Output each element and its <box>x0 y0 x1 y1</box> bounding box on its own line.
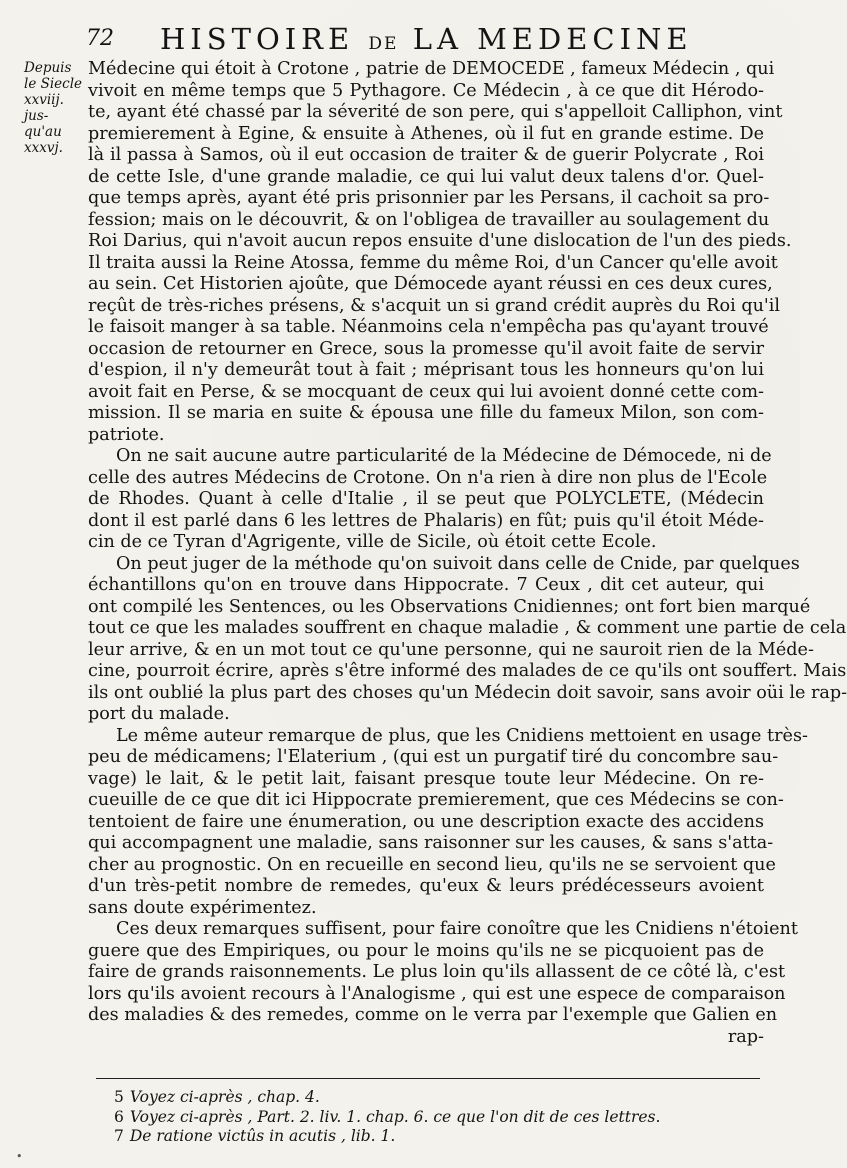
text-line: ils ont oublié la plus part des choses qu'un Médecin doit savoir, sans avoir oüi le rap- <box>88 682 847 703</box>
text-line: qui accompagnent une maladie, sans raisonner sur les causes, & sans s'atta- <box>88 833 774 853</box>
footnote-number: 6 <box>114 1107 124 1126</box>
text-line: de Rhodes. Quant à celle d'Italie , il se peut que POLYCLETE, (Médecin <box>88 489 764 509</box>
text-line: te, ayant été chassé par la séverité de son pere, qui s'appelloit Calliphon, vint <box>88 102 783 122</box>
footnote <box>114 1108 754 1128</box>
footnote-number: 5 <box>114 1088 124 1106</box>
text-line: guere que des Empiriques, ou pour le moins qu'ils ne se picquoient pas de <box>88 940 764 961</box>
margin-note-line: xxxvj. <box>24 140 63 156</box>
text-line: port du malade. <box>88 704 230 724</box>
running-title-part2: LA MEDECINE <box>412 22 693 56</box>
text-line: cueuille de ce que dit ici Hippocrate premierement, que ces Médecins se con- <box>88 790 784 810</box>
text-line: cher au prognostic. On en recueille en second lieu, qu'ils ne se servoient que <box>88 854 776 875</box>
margin-note-line: xxviij. <box>24 92 64 108</box>
text-line: reçût de très-riches présens, & s'acquit un si grand crédit auprès du Roi qu'il <box>88 295 781 316</box>
text-line: patriote. <box>88 424 165 445</box>
text-line: le faisoit manger à sa table. Néanmoins cela n'empêcha pas qu'ayant trouvé <box>88 317 769 337</box>
text-line: premierement à Egine, & ensuite à Athenes, où il fut en grande estime. De <box>88 123 764 144</box>
page-speck: • <box>16 1150 23 1163</box>
text-line: Ces deux remarques suffisent, pour faire conoître que les Cnidiens n'étoient <box>116 919 798 939</box>
text-line: peu de médicamens; l'Elaterium , (qui est un purgatif tiré du concombre sau- <box>88 747 779 767</box>
footnote-divider <box>96 1078 760 1079</box>
footnote <box>114 1127 754 1147</box>
text-line: On peut juger de la méthode qu'on suivoit dans celle de Cnide, par quelques <box>116 553 800 574</box>
text-line: cine, pourroit écrire, après s'être informé des malades de ce qu'ils ont souffert. Mais <box>88 661 847 681</box>
text-line: faire de grands raisonnements. Le plus loin qu'ils allassent de ce côté là, c'est <box>88 962 786 982</box>
text-line: dont il est parlé dans 6 les lettres de Phalaris) en fût; puis qu'il étoit Méde- <box>88 510 764 531</box>
text-line: Médecine qui étoit à Crotone , patrie de DEMOCEDE , fameux Médecin , qui <box>88 59 775 79</box>
footnote-text: De ratione victûs in acutis , lib. 1. <box>129 1127 396 1145</box>
text-line: que temps après, ayant été pris prisonnier par les Persans, il cachoit sa pro- <box>88 188 770 208</box>
text-line: ont compilé les Sentences, ou les Observations Cnidiennes; ont fort bien marqué <box>88 596 811 617</box>
margin-note-line: Depuis <box>24 60 72 76</box>
text-line: des maladies & des remedes, comme on le verra par l'exemple que Galien en <box>88 1005 778 1025</box>
running-title-part1: HISTOIRE <box>160 22 355 56</box>
text-line: leur arrive, & en un mot tout ce qu'une personne, qui ne sauroit rien de la Méde- <box>88 639 814 660</box>
text-line: occasion de retourner en Grece, sous la promesse qu'il avoit faite de servir <box>88 338 764 359</box>
body-text <box>88 59 847 1048</box>
margin-note <box>24 60 84 156</box>
text-line: Le même auteur remarque de plus, que les Cnidiens mettoient en usage très- <box>116 725 808 746</box>
text-line: mission. Il se maria en suite & épousa une fille du fameux Milon, son com- <box>88 403 764 423</box>
text-line: lors qu'ils avoient recours à l'Analogisme , qui est une espece de comparaison <box>88 983 786 1004</box>
text-line: On ne sait aucune autre particularité de la Médecine de Démocede, ni de <box>116 446 772 466</box>
page-header <box>86 20 776 58</box>
page-number: 72 <box>86 26 114 51</box>
margin-note-line: jus- <box>24 108 49 124</box>
footnote-text: Voyez ci-après , Part. 2. liv. 1. chap. 6. ce que l'on dit de ces lettres. <box>129 1107 661 1126</box>
footnote <box>114 1088 754 1108</box>
text-line: avoit fait en Perse, & se mocquant de ceux qui lui avoient donné cette com- <box>88 381 764 402</box>
text-line: fession; mais on le découvrit, & on l'obligea de travailler au soulagement du <box>88 209 770 230</box>
text-line: vivoit en même temps que 5 Pythagore. Ce Médecin , à ce que dit Hérodo- <box>88 80 764 101</box>
text-line: tentoient de faire une énumeration, ou une description exacte des accidens <box>88 811 764 832</box>
text-line: échantillons qu'on en trouve dans Hippocrate. 7 Ceux , dit cet auteur, qui <box>88 575 764 595</box>
text-line: tout ce que les malades souffrent en chaque maladie , & comment une partie de cela <box>88 618 847 638</box>
running-title-small: DE <box>368 34 399 54</box>
text-line: au sein. Cet Historien ajoûte, que Démocede ayant réussi en ces deux cures, <box>88 274 773 294</box>
text-line: de cette Isle, d'une grande maladie, ce qui lui valut deux talens d'or. Quel- <box>88 166 764 187</box>
text-line: rap- <box>727 1026 764 1047</box>
text-line: celle des autres Médecins de Crotone. On n'a rien à dire non plus de l'Ecole <box>88 467 768 488</box>
margin-note-line: qu'au <box>24 124 62 140</box>
text-line: vage) le lait, & le petit lait, faisant presque toute leur Médecine. On re- <box>88 768 764 789</box>
text-line: Il traita aussi la Reine Atossa, femme du même Roi, d'un Cancer qu'elle avoit <box>88 252 778 273</box>
running-title <box>160 22 800 56</box>
text-line: d'espion, il n'y demeurât tout à fait ; méprisant tous les honneurs qu'on lui <box>88 360 764 380</box>
margin-note-line: le Siecle <box>24 76 83 92</box>
text-line: là il passa à Samos, où il eut occasion de traiter & de guerir Polycrate , Roi <box>88 145 764 165</box>
text-line: cin de ce Tyran d'Agrigente, ville de Sicile, où étoit cette Ecole. <box>88 532 657 552</box>
text-line: Roi Darius, qui n'avoit aucun repos ensuite d'une dislocation de l'un des pieds. <box>88 231 792 251</box>
text-line: d'un très-petit nombre de remedes, qu'eux & leurs prédécesseurs avoient <box>88 876 764 896</box>
footnote-text: Voyez ci-après , chap. 4. <box>129 1088 320 1106</box>
footnote-number: 7 <box>114 1127 124 1145</box>
text-line: sans doute expérimentez. <box>88 897 317 918</box>
footnotes <box>114 1088 754 1147</box>
